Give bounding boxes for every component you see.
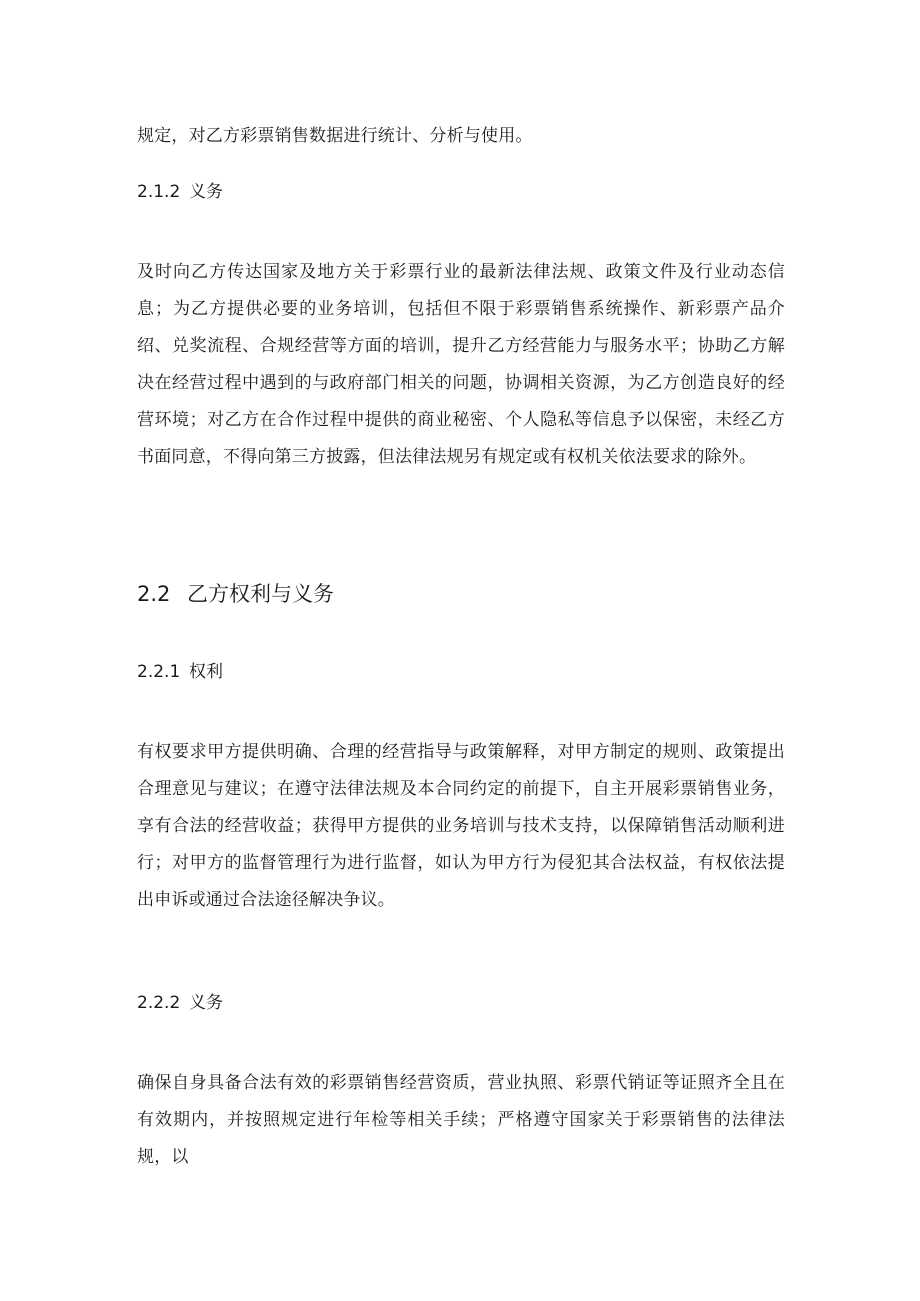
heading-2-1-2	[137, 180, 785, 204]
section-number: 2.2.1	[137, 662, 181, 682]
section-title: 义务	[189, 182, 223, 202]
section-number: 2.2	[137, 582, 171, 606]
section-title: 权利	[189, 662, 223, 682]
paragraph-obligations-party-b: 确保自身具备合法有效的彩票销售经营资质，营业执照、彩票代销证等证照齐全且在有效期内，并按照规定进行年检等相关手续；严格遵守国家关于彩票销售的法律法规，以	[137, 1073, 785, 1167]
paragraph-rights-party-b: 有权要求甲方提供明确、合理的经营指导与政策解释，对甲方制定的规则、政策提出合理意见与建议；在遵守法律法规及本合同约定的前提下，自主开展彩票销售业务，享有合法的经营收益；获得甲方提供的业务培训与技术支持，以保障销售活动顺利进行；对甲方的监督管理行为进行监督，如认为甲方行为侵犯其合法权益，有权依法提出申诉或通过合法途径解决争议。	[137, 742, 785, 910]
heading-2-2	[137, 579, 785, 609]
section-number: 2.2.2	[137, 993, 181, 1013]
section-number: 2.1.2	[137, 182, 181, 202]
paragraph-continuation: 规定，对乙方彩票销售数据进行统计、分析与使用。	[137, 126, 533, 146]
heading-2-2-1	[137, 660, 785, 684]
section-title: 乙方权利与义务	[187, 582, 334, 606]
section-title: 义务	[189, 993, 223, 1013]
paragraph-obligations-party-a: 及时向乙方传达国家及地方关于彩票行业的最新法律法规、政策文件及行业动态信息；为乙方提供必要的业务培训，包括但不限于彩票销售系统操作、新彩票产品介绍、兑奖流程、合规经营等方面的培训，提升乙方经营能力与服务水平；协助乙方解决在经营过程中遇到的与政府部门相关的问题，协调相关资源，为乙方创造良好的经营环境；对乙方在合作过程中提供的商业秘密、个人隐私等信息予以保密，未经乙方书面同意，不得向第三方披露，但法律法规另有规定或有权机关依法要求的除外。	[137, 262, 785, 467]
heading-2-2-2	[137, 991, 785, 1015]
